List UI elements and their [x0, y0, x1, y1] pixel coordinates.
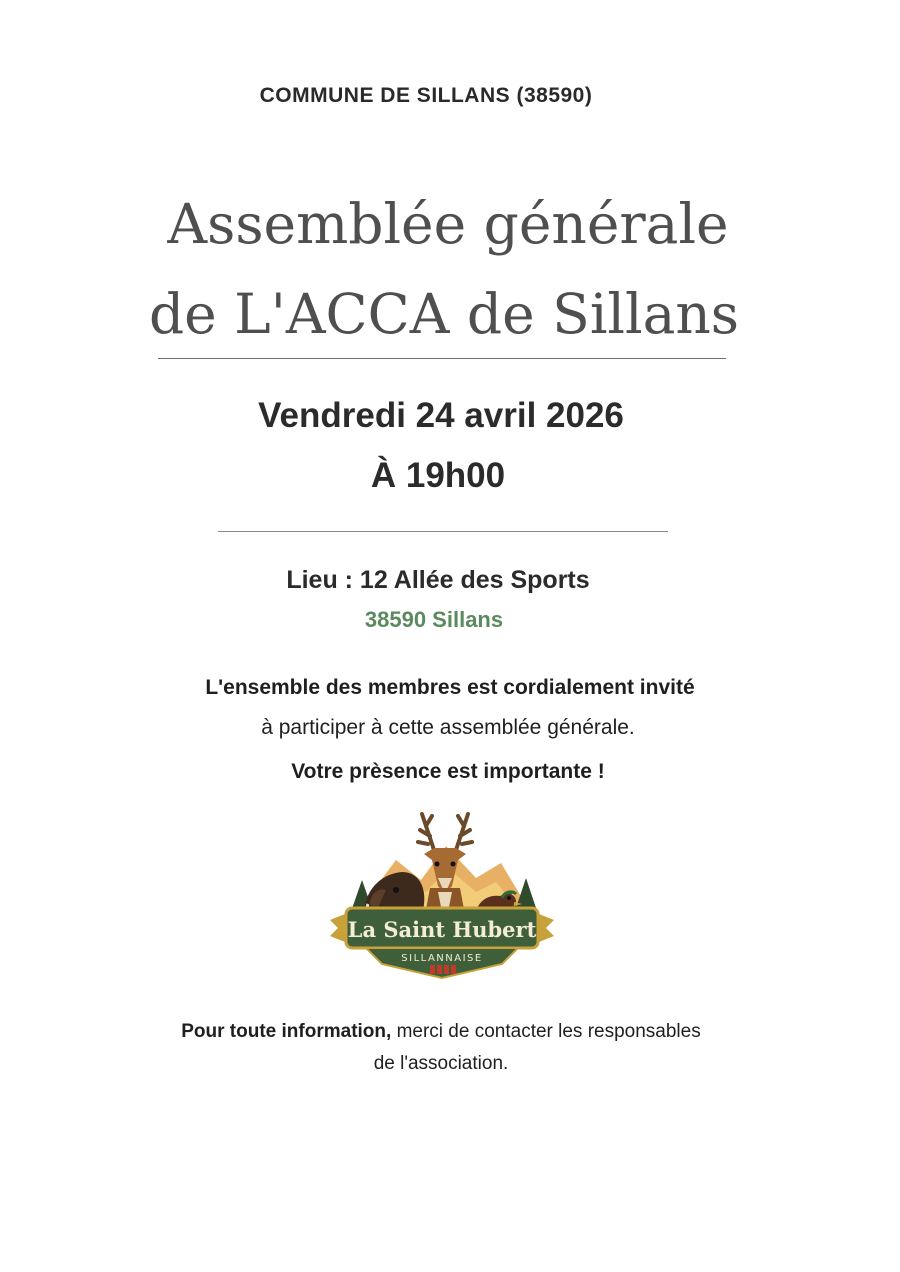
contact-info-rest: merci de contacter les responsables — [391, 1021, 701, 1042]
contact-info-bold: Pour toute information, — [181, 1021, 392, 1042]
invitation-line-1: L'ensemble des membres est cordialement invité — [205, 676, 695, 699]
page-title-line1: Assemblée générale — [167, 192, 729, 256]
event-time: À 19h00 — [370, 456, 506, 495]
page-title-line2: de L'ACCA de Sillans — [148, 282, 740, 346]
commune-header: COMMUNE DE SILLANS (38590) — [259, 84, 593, 107]
divider-top — [158, 358, 726, 359]
event-city: 38590 Sillans — [364, 607, 504, 632]
event-address: Lieu : 12 Allée des Sports — [286, 566, 590, 594]
logo-name-text: La Saint Hubert — [347, 917, 537, 942]
contact-info-line-2: de l'association. — [373, 1053, 509, 1074]
contact-info-line-1 — [0, 1021, 882, 1043]
invitation-line-2: à participer à cette assemblée générale. — [261, 716, 635, 739]
logo-subtitle-text: SILLANNAISE — [401, 953, 483, 964]
invitation-line-3: Votre prèsence est importante ! — [291, 760, 605, 783]
divider-bottom — [218, 531, 668, 532]
hunting-club-logo — [326, 808, 558, 982]
logo-graphic — [326, 808, 558, 982]
event-date: Vendredi 24 avril 2026 — [258, 396, 624, 435]
